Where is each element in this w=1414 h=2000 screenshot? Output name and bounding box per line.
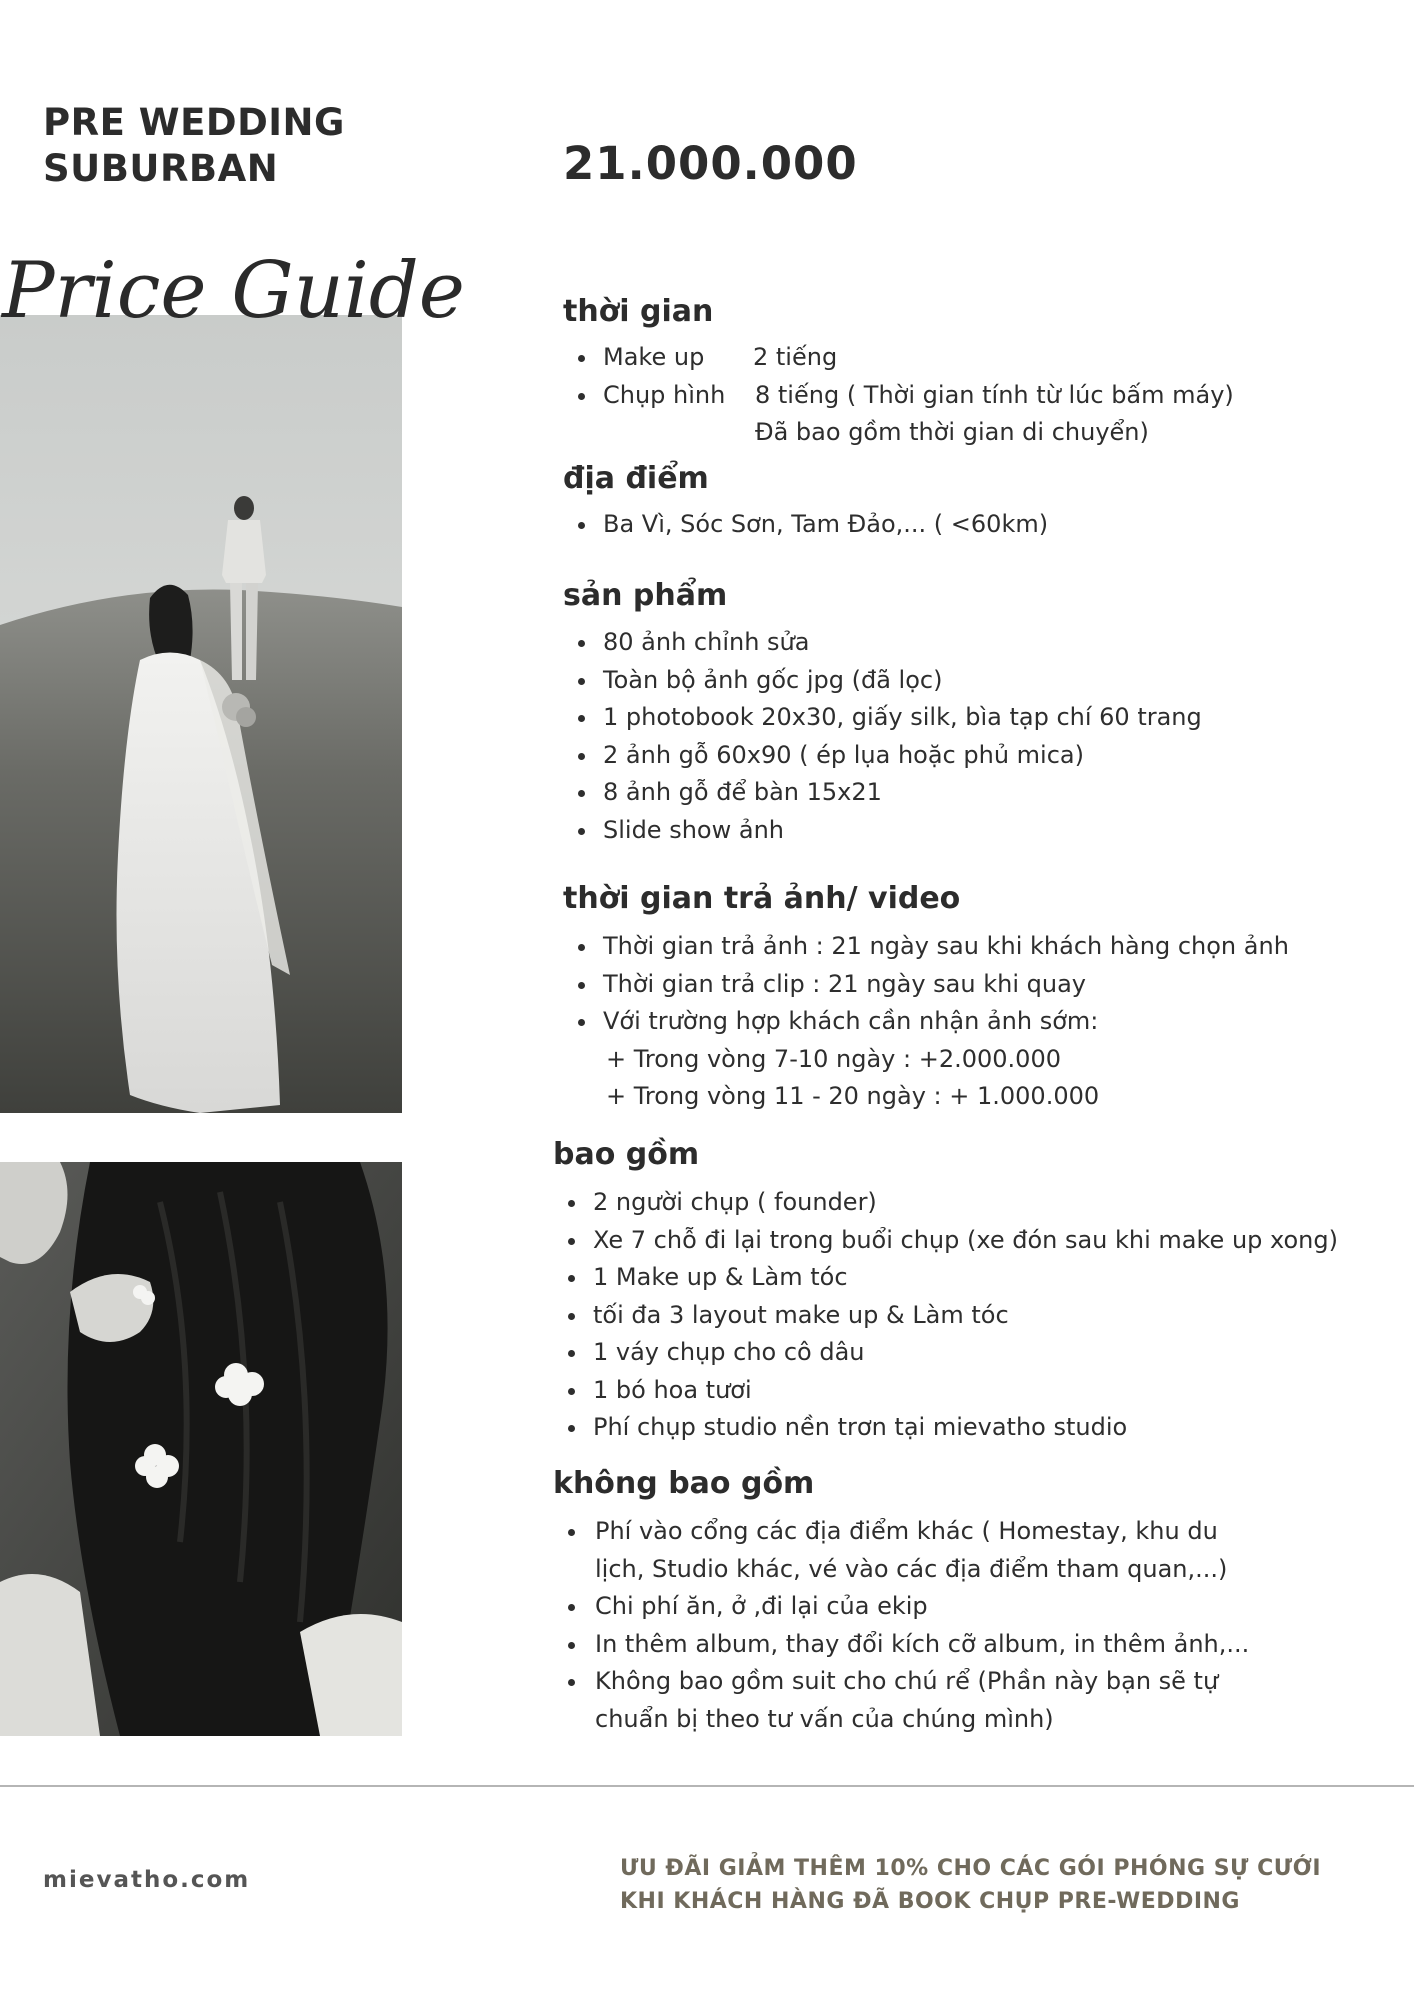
item-value: 2 tiếng <box>753 343 838 371</box>
section-location-title: địa điểm <box>563 461 709 496</box>
list-item <box>593 1626 1249 1664</box>
item-line: chuẩn bị theo tư vấn của chúng mình) <box>595 1704 1054 1733</box>
website-link[interactable]: mievatho.com <box>43 1867 251 1893</box>
item-line: lịch, Studio khác, vé vào các địa điểm tham quan,...) <box>595 1554 1228 1583</box>
list-item <box>603 339 1234 377</box>
list-item <box>593 1588 1249 1626</box>
price-guide-script-text: Price Guide <box>2 246 465 336</box>
list-item <box>603 377 1234 452</box>
item-label: Make up <box>603 343 705 371</box>
list-item: Thời gian trả ảnh : 21 ngày sau khi khách hàng chọn ảnh <box>603 928 1289 966</box>
section-excluded-title: không bao gồm <box>553 1466 815 1501</box>
item-line: Phí vào cổng các địa điểm khác ( Homestay, khu du <box>595 1517 1218 1545</box>
sub-item: + Trong vòng 7-10 ngày : +2.000.000 <box>606 1044 1061 1073</box>
list-item: 1 bó hoa tươi <box>593 1372 1338 1410</box>
list-item: Ba Vì, Sóc Sơn, Tam Đảo,... ( <60km) <box>603 506 1048 544</box>
list-item: Xe 7 chỗ đi lại trong buổi chụp (xe đón sau khi make up xong) <box>593 1222 1338 1260</box>
section-delivery-subitems <box>563 1041 1289 1116</box>
section-location <box>563 460 1048 544</box>
list-item: Phí chụp studio nền trơn tại mievatho studio <box>593 1409 1338 1447</box>
promo-line-2: KHI KHÁCH HÀNG ĐÃ BOOK CHỤP PRE-WEDDING <box>620 1889 1240 1914</box>
section-included-title: bao gồm <box>553 1137 700 1172</box>
list-item: 2 ảnh gỗ 60x90 ( ép lụa hoặc phủ mica) <box>603 737 1202 775</box>
list-item: 1 váy chụp cho cô dâu <box>593 1334 1338 1372</box>
photo-hair-flowers <box>0 1162 402 1736</box>
photo-bride-groom-field <box>0 315 402 1113</box>
list-item: tối đa 3 layout make up & Làm tóc <box>593 1297 1338 1335</box>
item-line: Không bao gồm suit cho chú rể (Phần này bạn sẽ tự <box>595 1667 1219 1695</box>
section-time-list <box>563 339 1234 452</box>
sub-item: + Trong vòng 11 - 20 ngày : + 1.000.000 <box>606 1082 1100 1110</box>
section-time <box>563 293 1234 452</box>
list-item: 80 ảnh chỉnh sửa <box>603 624 1202 662</box>
item-value-continued: Đã bao gồm thời gian di chuyển) <box>755 418 1149 446</box>
section-included-list <box>553 1184 1338 1447</box>
list-item: Toàn bộ ảnh gốc jpg (đã lọc) <box>603 662 1202 700</box>
list-item: 1 Make up & Làm tóc <box>593 1259 1338 1297</box>
section-included <box>553 1136 1338 1447</box>
list-item: Slide show ảnh <box>603 812 1202 850</box>
package-price: 21.000.000 <box>563 137 858 190</box>
list-item: Với trường hợp khách cần nhận ảnh sớm: <box>603 1003 1289 1041</box>
title-line-2: SUBURBAN <box>43 147 279 190</box>
item-value: 8 tiếng ( Thời gian tính từ lúc bấm máy) <box>755 380 1234 409</box>
list-item: 8 ảnh gỗ để bàn 15x21 <box>603 774 1202 812</box>
section-delivery-title: thời gian trả ảnh/ video <box>563 881 961 916</box>
section-products <box>563 577 1202 849</box>
list-item: Thời gian trả clip : 21 ngày sau khi quay <box>603 966 1289 1004</box>
section-excluded-list <box>553 1513 1249 1738</box>
list-item: 1 photobook 20x30, giấy silk, bìa tạp chí 60 trang <box>603 699 1202 737</box>
section-location-list <box>563 506 1048 544</box>
section-excluded <box>553 1465 1249 1738</box>
promo-note <box>620 1852 1380 1918</box>
list-item <box>593 1663 1249 1738</box>
page-title <box>43 100 345 192</box>
item-line: In thêm album, thay đổi kích cỡ album, in thêm ảnh,... <box>595 1629 1250 1658</box>
title-line-1: PRE WEDDING <box>43 101 345 144</box>
promo-line-1: ƯU ĐÃI GIẢM THÊM 10% CHO CÁC GÓI PHÓNG SỰ CƯỚI <box>620 1856 1322 1881</box>
footer-divider <box>0 1785 1414 1787</box>
item-line: Chi phí ăn, ở ,đi lại của ekip <box>595 1592 928 1620</box>
section-products-title: sản phẩm <box>563 578 728 613</box>
section-delivery-list <box>563 928 1289 1041</box>
list-item <box>593 1513 1249 1588</box>
section-products-list <box>563 624 1202 849</box>
list-item: 2 người chụp ( founder) <box>593 1184 1338 1222</box>
section-time-title: thời gian <box>563 294 714 329</box>
section-delivery <box>563 880 1289 1116</box>
item-label: Chụp hình <box>603 380 726 409</box>
